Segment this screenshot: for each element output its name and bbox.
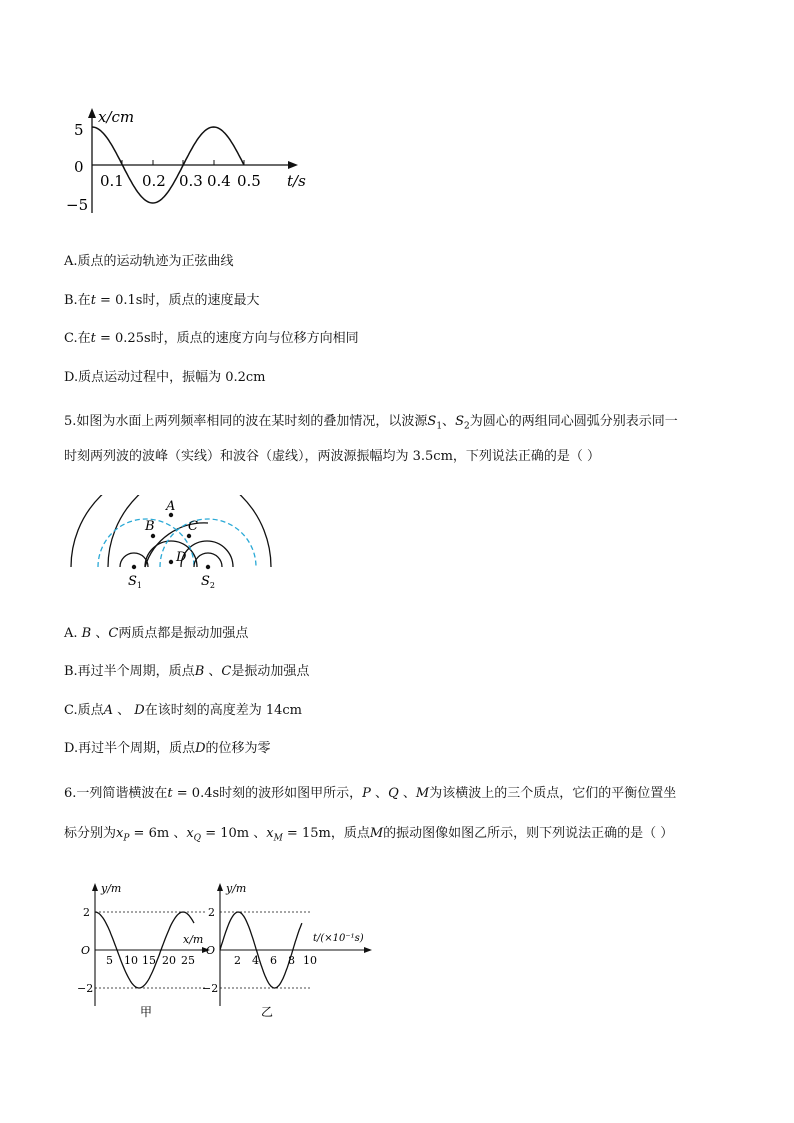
yi-x-arrow-icon	[364, 947, 372, 953]
q4-option-b: B.在t = 0.1s时，质点的速度最大	[64, 293, 260, 308]
yi-y-bottom: −2	[202, 982, 219, 995]
yi-y-arrow-icon	[217, 883, 223, 891]
point-d-dot	[169, 560, 173, 564]
point-c-dot	[187, 534, 191, 538]
x-tick-0.2: 0.2	[142, 172, 166, 190]
label-s2: $S_2$	[201, 574, 215, 590]
y-tick-0: 0	[74, 158, 84, 176]
jia-tick-25: 25	[181, 954, 195, 967]
yi-tick-2: 2	[234, 954, 241, 967]
label-d: D	[176, 550, 187, 565]
yi-tick-6: 6	[270, 954, 277, 967]
label-a: A	[166, 499, 176, 514]
jia-tick-10: 10	[124, 954, 138, 967]
q5-stem-line1: 5.如图为水面上两列频率相同的波在某时刻的叠加情况，以波源$S_1$、$S_2$为圆心的两组同心圆弧分别表示同一	[64, 414, 678, 432]
figure-interference	[60, 495, 290, 595]
yi-origin: O	[206, 944, 216, 957]
x-axis-arrow-icon	[288, 161, 298, 169]
x-tick-0.5: 0.5	[237, 172, 261, 190]
y-tick-neg5: −5	[66, 196, 89, 214]
q4-option-c: C.在t = 0.25s时，质点的速度方向与位移方向相同	[64, 331, 359, 346]
figure-wave-graphs	[75, 878, 375, 1023]
label-b: B	[145, 519, 155, 534]
q5-option-b: B.再过半个周期，质点B 、C是振动加强点	[64, 664, 310, 679]
jia-tick-5: 5	[106, 954, 113, 967]
label-c: C	[188, 519, 198, 534]
x-tick-0.3: 0.3	[179, 172, 203, 190]
jia-origin: O	[81, 944, 91, 957]
label-s1: $S_1$	[128, 574, 142, 590]
jia-caption: 甲	[140, 1005, 153, 1019]
q6-stem-line1: 6.一列简谐横波在t = 0.4s时刻的波形如图甲所示，P 、Q 、M为该横波上的三个质点，它们的平衡位置坐	[64, 786, 677, 801]
s2-mid-crest-arc	[181, 541, 233, 567]
jia-tick-15: 15	[142, 954, 156, 967]
source-s1-dot	[132, 565, 136, 569]
yi-y-label: y/m	[226, 882, 247, 895]
q6-stem-line2: 标分别为$x_P = 6m$ 、$x_Q = 10m$ 、$x_M = 15m$，质点M的振动图像如图乙所示，则下列说法正确的是（ ）	[64, 826, 674, 844]
x-tick-0.4: 0.4	[207, 172, 231, 190]
x-axis-label: t/s	[287, 172, 306, 190]
point-b-dot	[151, 534, 155, 538]
q5-option-a: A. B 、C两质点都是振动加强点	[64, 626, 249, 641]
yi-caption: 乙	[261, 1005, 274, 1019]
q5-stem-line2: 时刻两列波的波峰（实线）和波谷（虚线），两波源振幅均为 3.5cm，下列说法正确的是（ ）	[64, 449, 601, 464]
jia-y-top: 2	[83, 906, 90, 919]
q5-option-d: D.再过半个周期，质点D的位移为零	[64, 741, 271, 756]
yi-y-top: 2	[208, 906, 215, 919]
q4-option-d: D.质点运动过程中，振幅为 0.2cm	[64, 370, 266, 385]
yi-x-label: t/(×10⁻¹s)	[313, 933, 364, 944]
jia-y-arrow-icon	[92, 883, 98, 891]
y-tick-5: 5	[74, 121, 84, 139]
s2-trough-arc	[160, 519, 256, 567]
q5-option-c: C.质点A 、 D在该时刻的高度差为 14cm	[64, 703, 303, 718]
yi-tick-4: 4	[252, 954, 259, 967]
yi-tick-8: 8	[288, 954, 295, 967]
jia-y-bottom: −2	[77, 982, 94, 995]
jia-tick-20: 20	[162, 954, 176, 967]
source-s2-dot	[206, 565, 210, 569]
y-axis-arrow-icon	[88, 108, 96, 118]
jia-y-label: y/m	[101, 882, 122, 895]
q4-option-a: A.质点的运动轨迹为正弦曲线	[64, 254, 234, 269]
y-axis-label: x/cm	[98, 108, 135, 126]
figure-x-t-graph	[60, 100, 320, 225]
jia-x-label: x/m	[183, 933, 204, 946]
x-tick-0.1: 0.1	[100, 172, 124, 190]
yi-tick-10: 10	[303, 954, 317, 967]
